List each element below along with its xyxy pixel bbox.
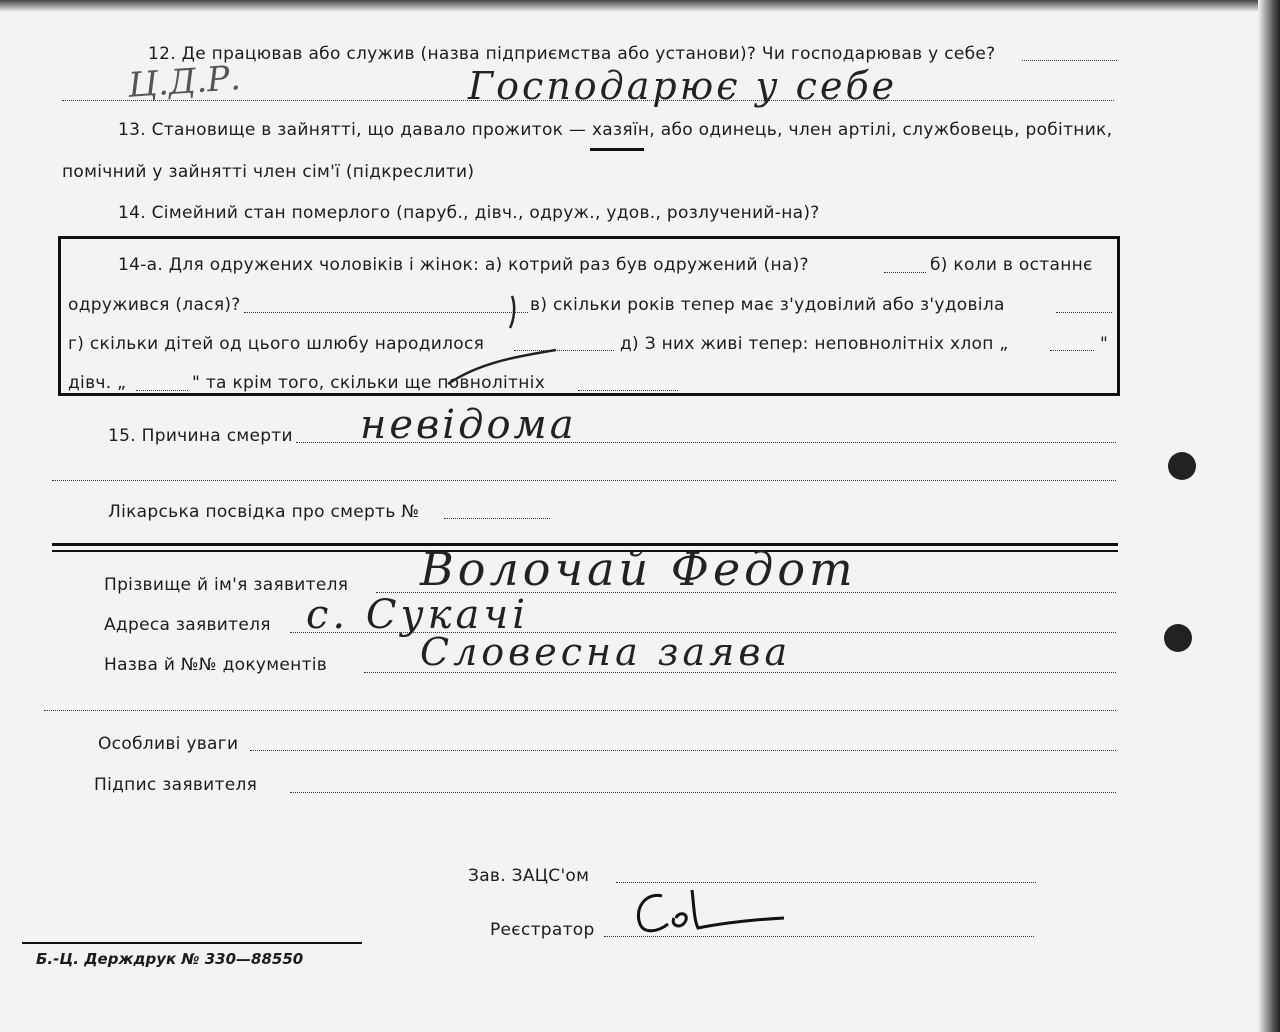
head-label: Зав. ЗАЦС'ом (468, 866, 590, 886)
q14a-a-dots (884, 272, 926, 273)
punch-hole-upper (1168, 452, 1196, 480)
q12-answer-line (62, 100, 1114, 101)
applicant-docs-label: Назва й №№ документів (104, 655, 328, 675)
q14a-line4b: " та крім того, скільки ще повнолітніх (192, 373, 546, 393)
notes-label: Особливі уваги (98, 734, 239, 754)
q14a-strike-marks (440, 292, 560, 392)
applicant-docs-value: Словесна заява (420, 630, 792, 674)
q14a-c-dots (1056, 312, 1112, 313)
q14a-line4a: дівч. „ (68, 373, 127, 393)
q15-label: 15. Причина смерти (108, 426, 293, 446)
printer-imprint: Б.-Ц. Держдрук № 330—88550 (36, 950, 304, 968)
signature-line (290, 792, 1116, 793)
q13-underline-mark (590, 148, 644, 151)
q12-label: 12. Де працював або служив (назва підприємства або установи)? Чи господарював у себе? (148, 44, 996, 64)
q12-answer: Господарює у себе (468, 64, 898, 108)
applicant-extra-line (44, 710, 1116, 711)
head-line (616, 882, 1036, 883)
q14a-line1a: 14-а. Для одружених чоловіків і жінок: а) котрий раз був одружений (на)? (118, 255, 809, 275)
q15-extra-line (52, 480, 1116, 481)
page-right-edge (1258, 0, 1280, 1032)
q14a-line3b: д) З них живі тепер: неповнолітніх хлоп „ (620, 334, 1009, 354)
q13-line1: 13. Становище в зайнятті, що давало прожиток — хазяїн, або одинець, член артілі, службовець, робітник, (118, 120, 1113, 140)
notes-line (250, 750, 1116, 751)
medical-label: Лікарська посвідка про смерть № (108, 502, 420, 522)
registrar-signature (628, 884, 798, 944)
medical-dotted-line (444, 518, 550, 519)
q12-margin-note: Ц.Д.Р. (126, 58, 242, 106)
q14a-line3c: " (1100, 334, 1109, 354)
q14a-e-dots (1050, 350, 1094, 351)
q14a-line2a: одружився (лася)? (68, 295, 241, 315)
registrar-label: Реєстратор (490, 920, 595, 940)
applicant-address-value: с. Сукачі (306, 592, 530, 638)
q14a-line1b: б) коли в останнє (930, 255, 1093, 275)
punch-hole-lower (1164, 624, 1192, 652)
q15-answer: невідома (360, 402, 577, 448)
applicant-address-label: Адреса заявителя (104, 615, 271, 635)
q12-dotted-line (1022, 60, 1117, 61)
applicant-name-value: Волочай Федот (420, 542, 857, 596)
q13-line2: помічний у зайнятті член сім'ї (підкреслити) (62, 162, 475, 182)
applicant-name-label: Прізвище й ім'я заявителя (104, 575, 349, 595)
signature-label: Підпис заявителя (94, 775, 258, 795)
q14a-g-dots (578, 390, 678, 391)
q14a-line2b: в) скільки років тепер має з'удовілий або з'удовіла (530, 295, 1005, 315)
footer-rule (22, 942, 362, 944)
q14-label: 14. Сімейний стан померлого (паруб., дівч., одруж., удов., розлучений-на)? (118, 203, 820, 223)
page-top-edge (0, 0, 1280, 12)
q14a-f-dots (136, 390, 188, 391)
q14a-line3a: г) скільки дітей од цього шлюбу народилося (68, 334, 485, 354)
